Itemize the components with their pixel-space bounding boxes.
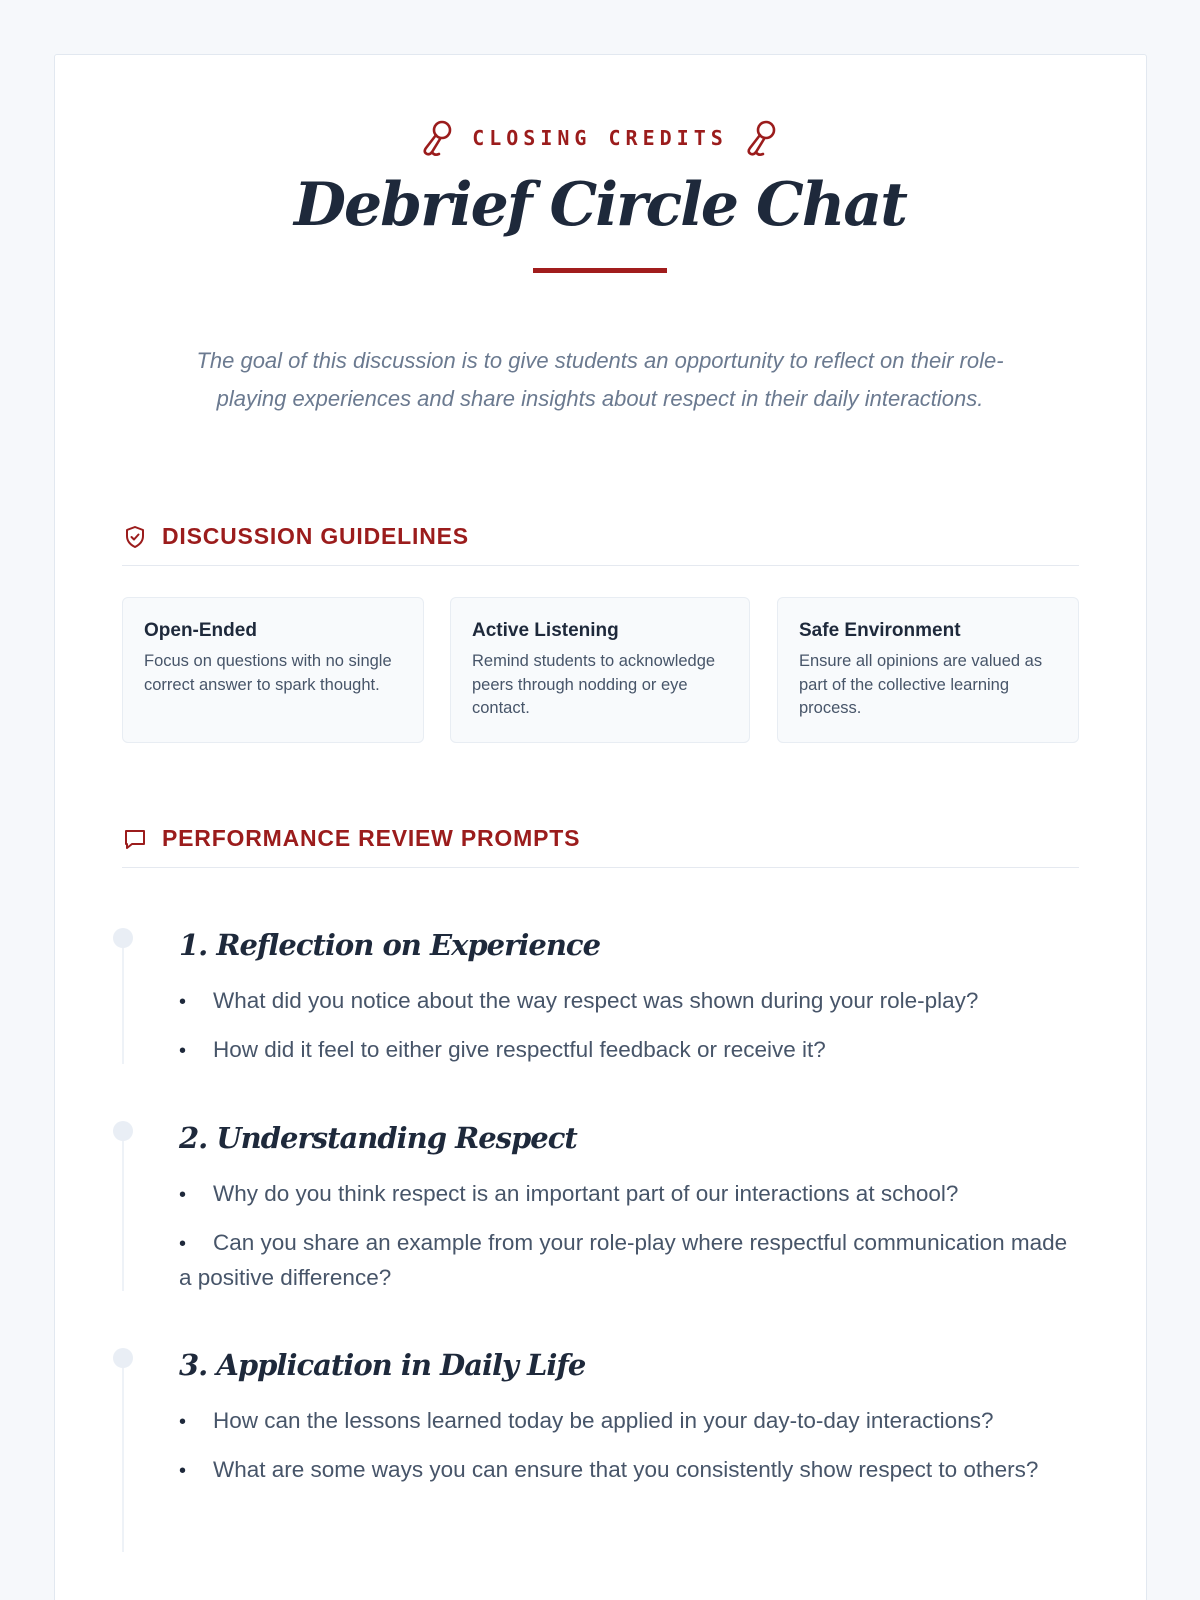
guideline-title: Active Listening: [472, 620, 619, 641]
eyebrow: [0, 118, 1200, 158]
guideline-card: [450, 597, 750, 743]
timeline-dot: [113, 1348, 133, 1368]
guideline-title: Open-Ended: [144, 620, 257, 641]
prompts-heading: [122, 822, 1079, 868]
timeline-dot: [113, 928, 133, 948]
timeline-rail: [122, 1368, 124, 1552]
prompt-title: 1. Reflection on Experience: [179, 928, 601, 962]
guideline-card: [777, 597, 1079, 743]
timeline-rail: [122, 948, 124, 1064]
prompts-title: PERFORMANCE REVIEW PROMPTS: [162, 825, 581, 851]
guideline-card: [122, 597, 424, 743]
guideline-description: Remind students to acknowledge peers through nodding or eye contact.: [472, 652, 716, 717]
guidelines-heading: [122, 520, 1079, 566]
microphone-icon: [744, 118, 780, 158]
title-underline: [533, 268, 667, 273]
question-list: [179, 1404, 1079, 1502]
microphone-icon: [420, 118, 456, 158]
page-title: Debrief Circle Chat: [294, 170, 906, 240]
intro-paragraph: The goal of this discussion is to give students an opportunity to reflect on their role-playing experiences and share insights about respect in their daily interactions.: [196, 348, 1004, 411]
question-list: [179, 1177, 1079, 1308]
prompt-title: 3. Application in Daily Life: [179, 1348, 586, 1382]
timeline-rail: [122, 1141, 124, 1291]
guideline-title: Safe Environment: [799, 620, 961, 641]
question-item: • How did it feel to either give respectful feedback or receive it?: [179, 1033, 1079, 1068]
prompt-group: [120, 1348, 1080, 1552]
guideline-description: Ensure all opinions are valued as part of the collective learning process.: [799, 652, 1043, 717]
question-item: • What did you notice about the way respect was shown during your role-play?: [179, 984, 1079, 1019]
timeline-dot: [113, 1121, 133, 1141]
question-item: • How can the lessons learned today be applied in your day-to-day interactions?: [179, 1404, 1079, 1439]
question-list: [179, 984, 1079, 1082]
question-item: • Can you share an example from your role-play where respectful communication made a positive difference?: [179, 1226, 1079, 1294]
question-item: • Why do you think respect is an important part of our interactions at school?: [179, 1177, 1079, 1212]
guidelines-title: DISCUSSION GUIDELINES: [162, 523, 469, 549]
question-item: • What are some ways you can ensure that you consistently show respect to others?: [179, 1453, 1079, 1488]
prompt-group: [120, 1121, 1080, 1291]
eyebrow-label: CLOSING CREDITS: [472, 126, 728, 150]
shield-check-icon: [122, 524, 148, 550]
prompt-title: 2. Understanding Respect: [179, 1121, 577, 1155]
chat-bubble-icon: [122, 826, 148, 852]
prompt-group: [120, 928, 1080, 1064]
guideline-description: Focus on questions with no single correct answer to spark thought.: [144, 652, 392, 694]
